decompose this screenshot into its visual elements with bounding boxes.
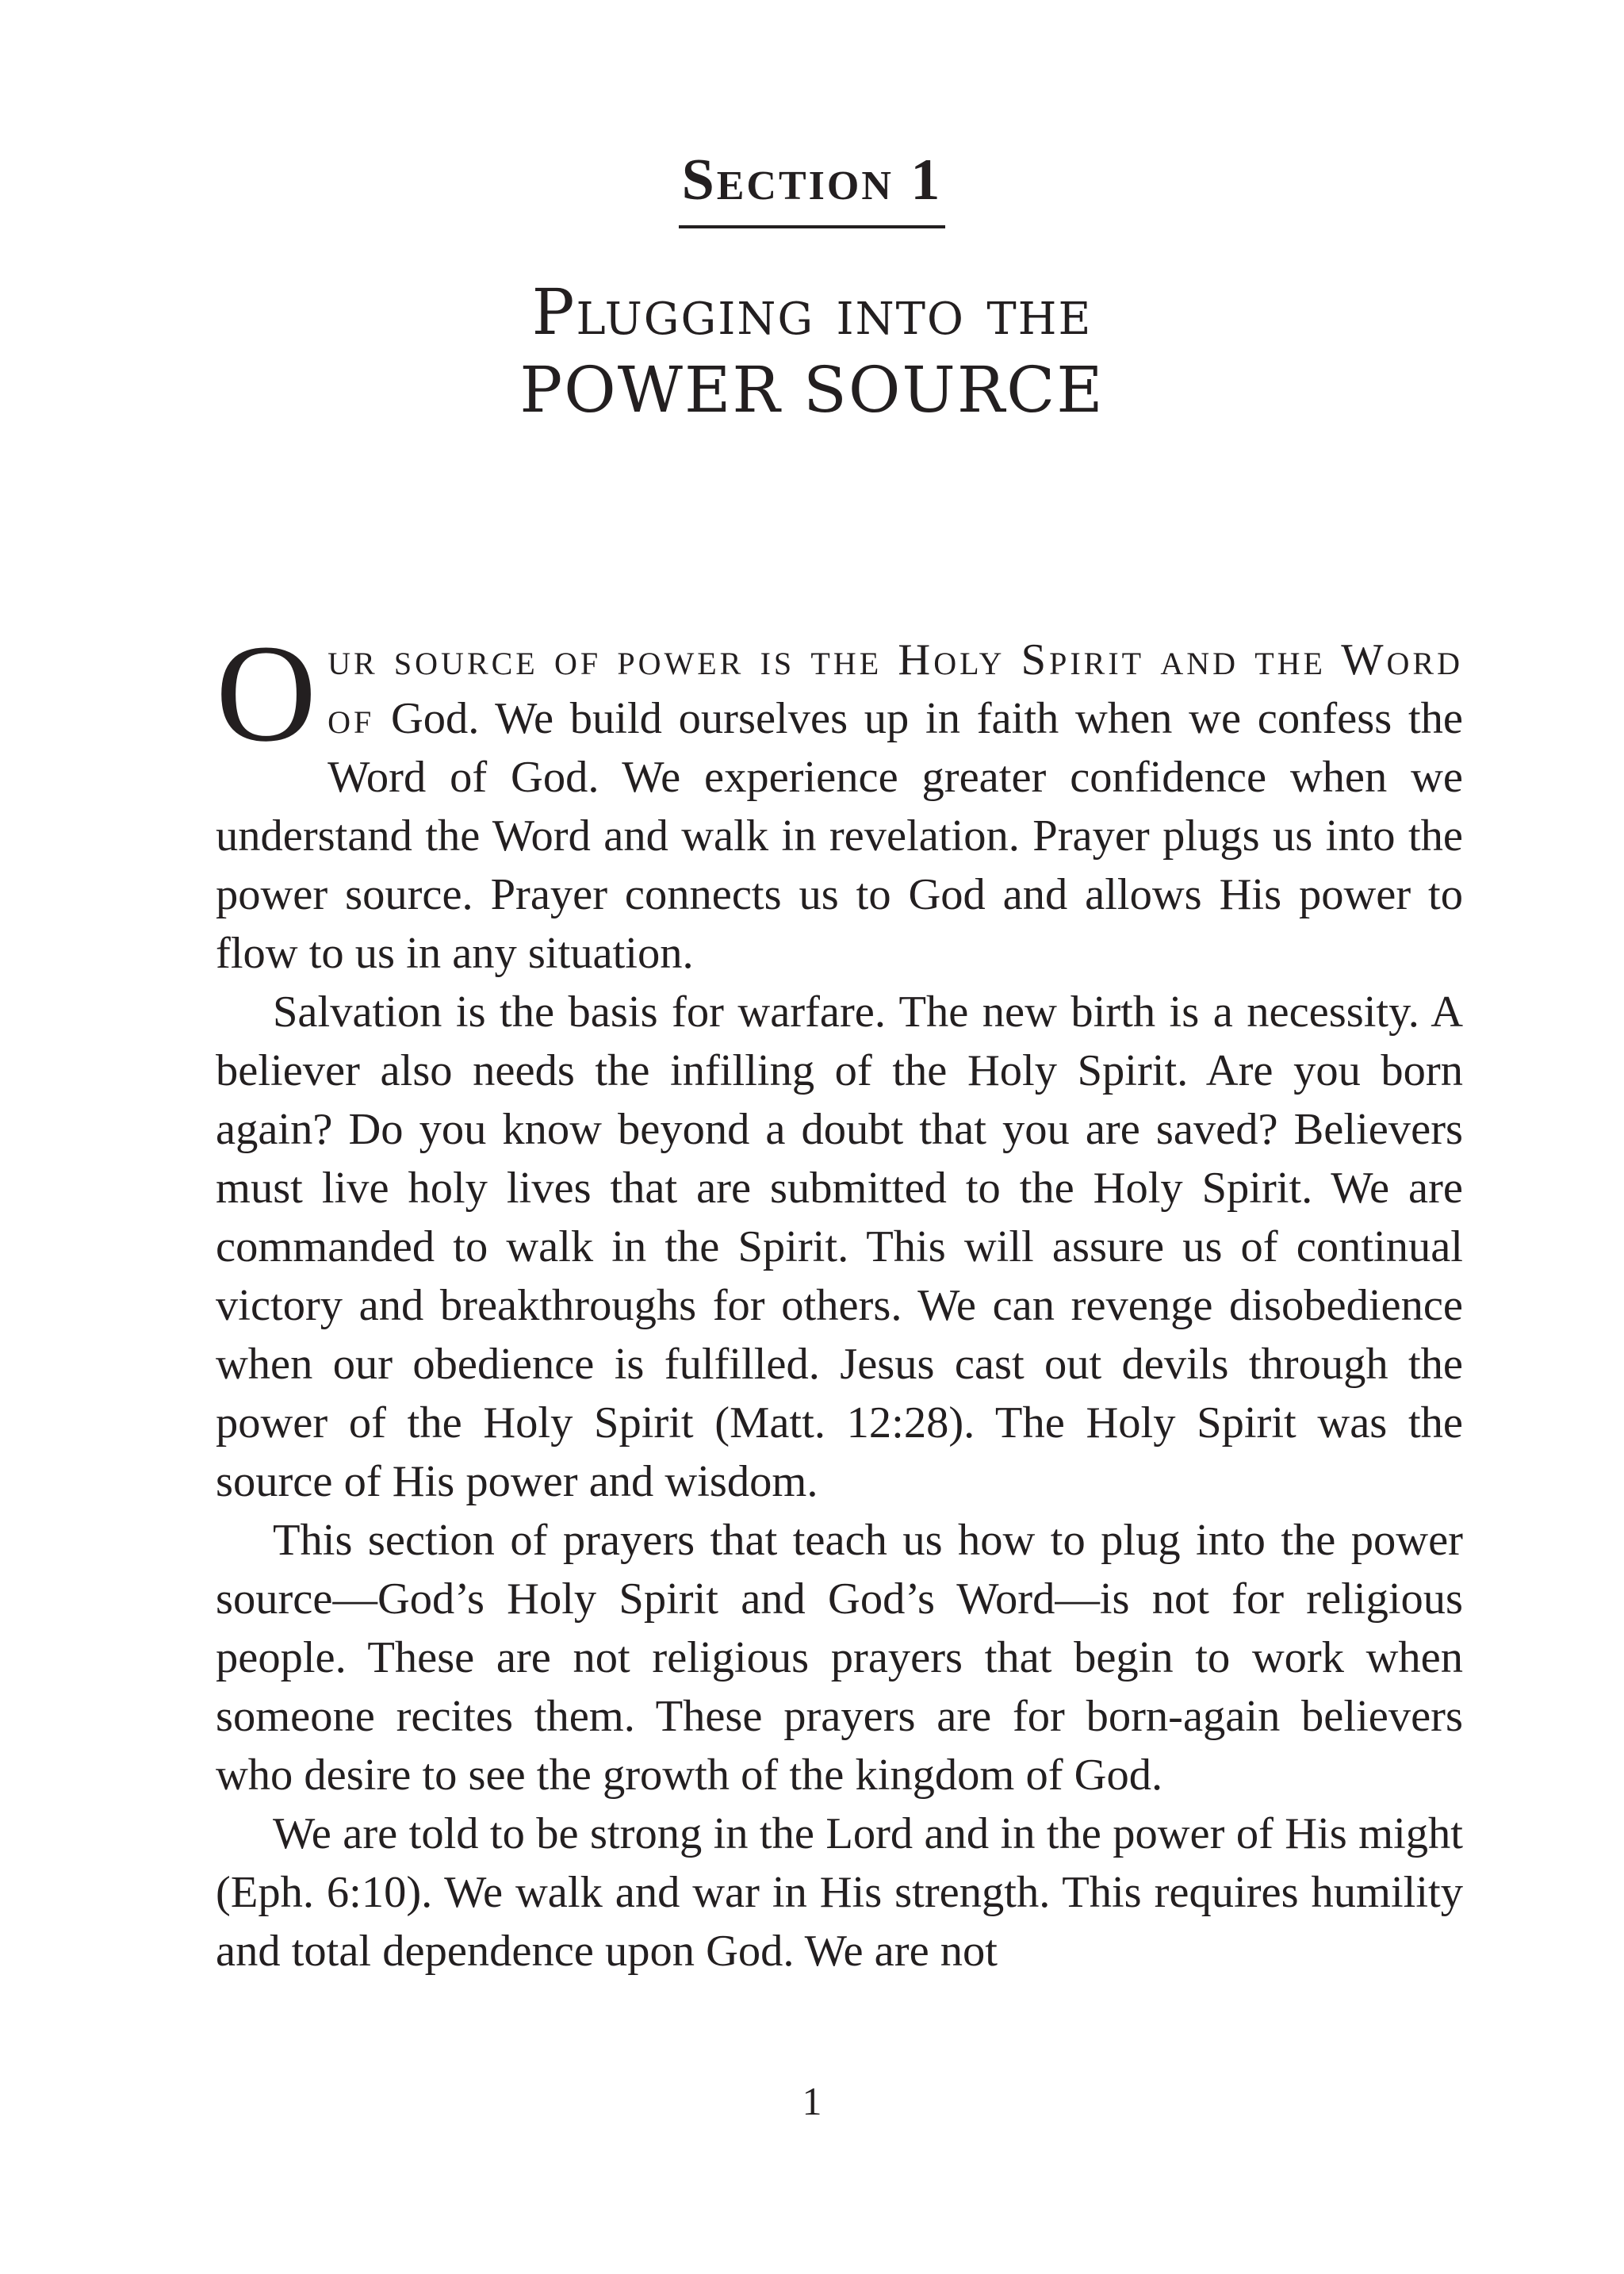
- section-label: Section 1: [679, 151, 946, 228]
- chapter-title-line-1: Plugging into the: [531, 275, 1093, 349]
- paragraph-4: We are told to be strong in the Lord and in the power of His might (Eph. 6:10). We walk and war in His strength. This requires humility and total dependence upon God. We are not: [216, 1809, 1463, 1976]
- paragraph-2: Salvation is the basis for warfare. The new birth is a necessity. A believer also needs the infilling of the Holy Spirit. Are you born again? Do you know beyond a doubt that you are saved? Believers must live holy lives that are submitted to the Holy Spirit. We are commanded to walk in the Spirit. This will assure us of continual victory and breakthroughs for others. We can revenge disobedience when our obedience is fulfilled. Jesus cast out devils through the power of the Holy Spirit (Matt. 12:28). The Holy Spirit was the source of His power and wisdom.: [216, 987, 1463, 1506]
- drop-cap: O: [216, 616, 317, 771]
- paragraph-3: This section of prayers that teach us how to plug into the power source—God’s Holy Spirit and God’s Word—is not for religious people. These are not religious prayers that begin to work when someone recites them. These prayers are for born-again believers who desire to see the growth of the kingdom of God.: [216, 1516, 1463, 1800]
- paragraph-1-text: God. We build ourselves up in faith when we confess the Word of God. We experience greater confidence when we understand the Word and walk in revelation. Prayer plugs us into the power source. Prayer connects us to God and allows His power to flow to us in any situation.: [216, 694, 1463, 978]
- lead-in-small-caps: ur source of power is the Holy Spirit and the Word of: [327, 635, 1463, 743]
- body-text: [216, 616, 1463, 1981]
- section-heading: [0, 148, 1624, 228]
- paragraph-1: [216, 616, 1463, 983]
- chapter-title-line-2: POWER SOURCE: [519, 352, 1105, 427]
- page-number: 1: [802, 2079, 822, 2123]
- chapter-title: [0, 274, 1624, 428]
